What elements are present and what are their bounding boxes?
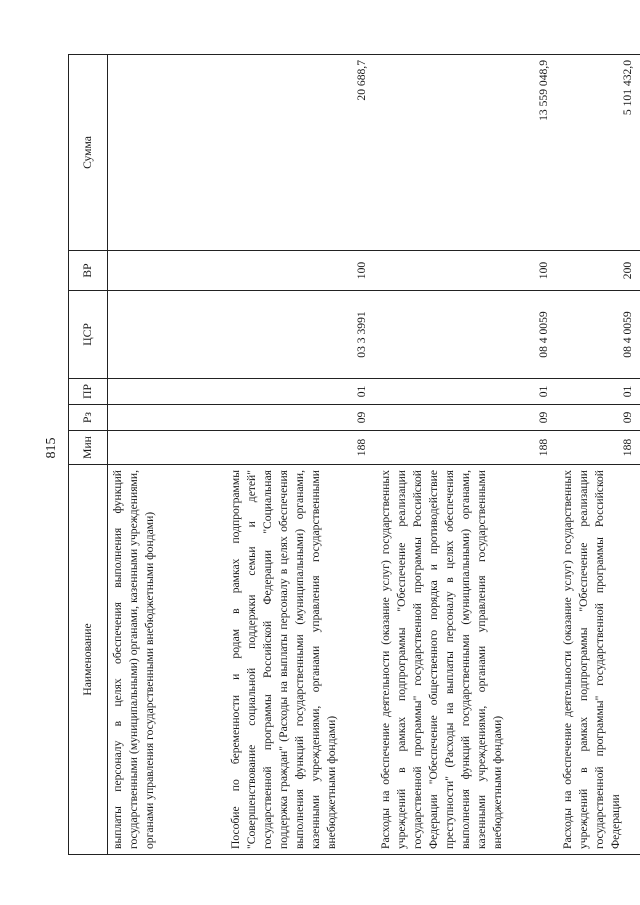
row-vr	[108, 251, 226, 291]
budget-table	[68, 54, 640, 855]
row-rz	[108, 405, 226, 431]
row-rz: 09	[376, 405, 558, 431]
row-pr: 01	[376, 379, 558, 405]
row-sum: 5 101 432,0	[558, 55, 640, 251]
row-sum	[108, 55, 226, 251]
row-rz: 09	[226, 405, 376, 431]
rotated-table-wrapper	[68, 55, 634, 855]
row-csr: 03 3 3991	[226, 291, 376, 379]
row-min: 188	[376, 431, 558, 465]
row-name: Пособие по беременности и родам в рамках подпрограммы "Совершенствование социальной поддержки семьи и детей" государственной программы Российской Федерации "Социальная поддержка граждан" (Расходы на выплаты персоналу в целях обеспечения выполнения функций государственными (муниципальными) органами, казенными учреждениями, органами управления государственными внебюджетными фондами)	[226, 465, 376, 855]
row-min: 188	[226, 431, 376, 465]
table-row	[558, 55, 640, 855]
row-pr: 01	[558, 379, 640, 405]
row-pr: 01	[226, 379, 376, 405]
row-name: Расходы на обеспечение деятельности (оказание услуг) государственных учреждений в рамках подпрограммы "Обеспечение реализации государственной программы" государственной программы Российской Федерации "Обеспечение общественного порядка и противодействие преступности" (Расходы на выплаты персоналу в целях обеспечения выполнения функций государственными (муниципальными) органами, казенными учреждениями, органами управления государственными внебюджетными фондами)	[376, 465, 558, 855]
row-sum: 13 559 048,9	[376, 55, 558, 251]
row-csr: 08 4 0059	[558, 291, 640, 379]
row-min	[108, 431, 226, 465]
header-rz: Рз	[69, 405, 108, 431]
header-pr: ПР	[69, 379, 108, 405]
header-min: Мин	[69, 431, 108, 465]
header-csr: ЦСР	[69, 291, 108, 379]
row-min: 188	[558, 431, 640, 465]
table-header-row	[69, 55, 108, 855]
row-csr: 08 4 0059	[376, 291, 558, 379]
table-row	[108, 55, 226, 855]
row-name: выплаты персоналу в целях обеспечения выполнения функций государственными (муниципальными) органами, казенными учреждениями, органами управления государственными внебюджетными фондами)	[108, 465, 226, 855]
row-name: Расходы на обеспечение деятельности (оказание услуг) государственных учреждений в рамках подпрограммы "Обеспечение реализации государственной программы" государственной программы Российской Федерации	[558, 465, 640, 855]
row-vr: 100	[376, 251, 558, 291]
header-vr: ВР	[69, 251, 108, 291]
row-pr	[108, 379, 226, 405]
header-name: Наименование	[69, 465, 108, 855]
row-vr: 200	[558, 251, 640, 291]
row-rz: 09	[558, 405, 640, 431]
table-row	[376, 55, 558, 855]
page-number: 815	[44, 437, 59, 459]
row-sum: 20 688,7	[226, 55, 376, 251]
row-vr: 100	[226, 251, 376, 291]
header-sum: Сумма	[69, 55, 108, 251]
row-csr	[108, 291, 226, 379]
table-row	[226, 55, 376, 855]
